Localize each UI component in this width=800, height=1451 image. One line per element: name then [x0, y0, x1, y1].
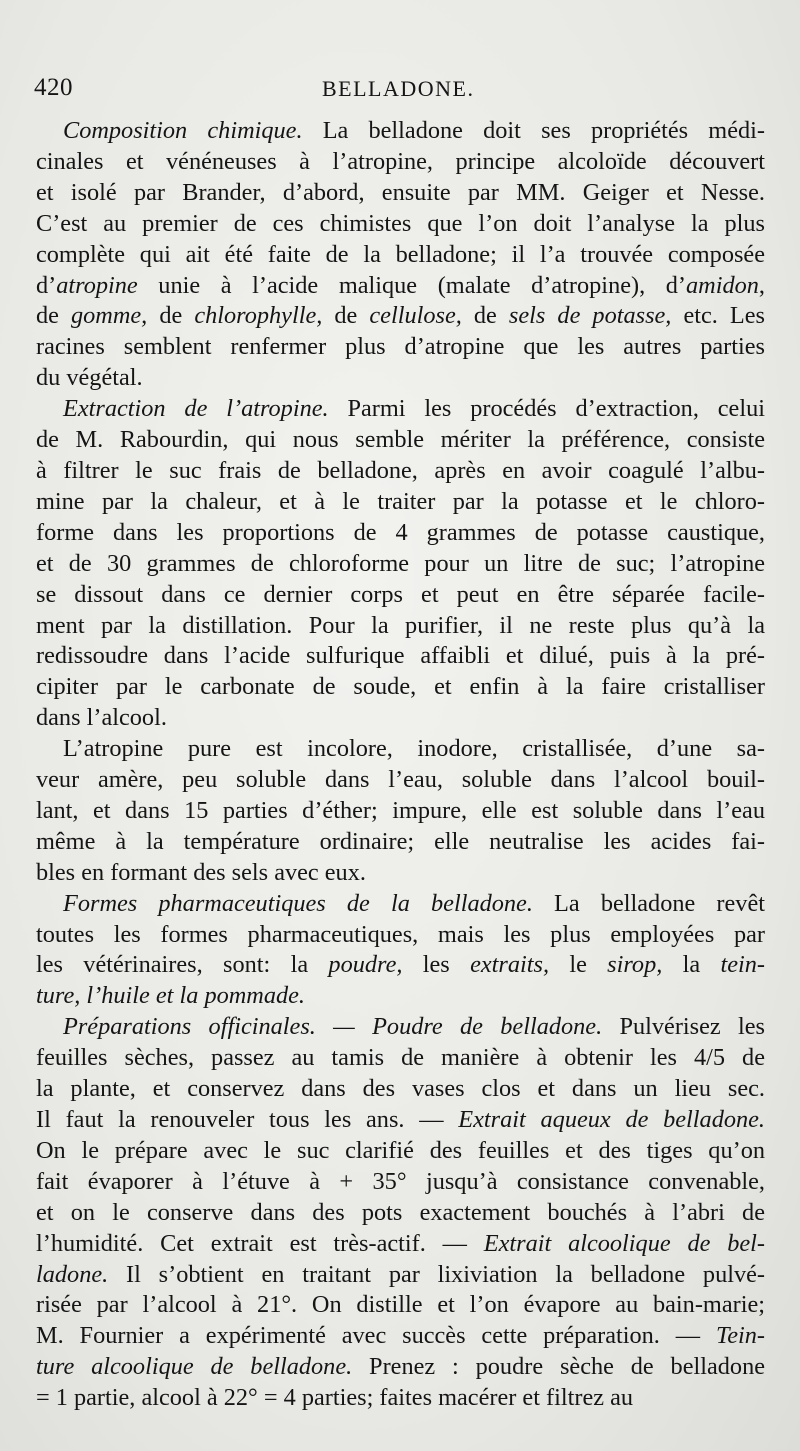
text-run: de: [147, 302, 195, 330]
italic-text: Préparations officinales. — Poudre de belladone.: [63, 1013, 603, 1041]
text-run: cinales et vénéneuses à l’atropine, principe alcoloïde découvert: [36, 147, 765, 175]
text-line: [36, 518, 765, 549]
italic-text: poudre,: [328, 951, 403, 979]
text-run: = 1 partie, alcool à 22° = 4 parties; faites macérer et filtrez au: [36, 1384, 634, 1412]
text-run: Il faut la renouveler tous les ans. —: [36, 1106, 459, 1133]
paragraph: [36, 734, 765, 889]
text-line: [36, 1136, 765, 1167]
text-line: [36, 703, 765, 734]
italic-text: chlorophylle,: [194, 302, 323, 330]
text-run: Prenez : poudre sèche de belladone: [352, 1353, 766, 1381]
text-run: L’atropine pure est incolore, inodore, cristallisée, d’une sa-: [63, 735, 765, 763]
text-line: [36, 672, 765, 703]
text-line: [36, 332, 765, 363]
text-run: et de 30 grammes de chloroforme pour un litre de suc; l’atropine: [36, 549, 765, 577]
text-run: Pulvérisez les: [602, 1013, 765, 1041]
page-number: 420: [34, 74, 73, 101]
italic-text: Tein-: [715, 1322, 765, 1350]
text-run: cipiter par le carbonate de soude, et enfin à la faire cristalliser: [36, 673, 765, 701]
text-line: [36, 1383, 765, 1414]
text-line: [36, 765, 765, 796]
body-text: [36, 116, 765, 1414]
text-run: fait évaporer à l’étuve à + 35° jusqu’à consistance convenable,: [36, 1167, 765, 1195]
text-run: bles en formant des sels avec eux.: [36, 858, 366, 886]
italic-text: Composition chimique.: [63, 117, 303, 144]
text-run: dans l’alcool.: [36, 704, 167, 732]
italic-text: gomme,: [71, 302, 148, 330]
italic-text: extraits,: [470, 951, 550, 979]
text-line: [36, 1198, 765, 1229]
text-run: redissoudre dans l’acide sulfurique affaibli et dilué, puis à la pré-: [36, 642, 765, 670]
text-line: [36, 178, 765, 209]
italic-text: Extrait aqueux de belladone.: [458, 1106, 766, 1133]
italic-text: amidon: [686, 271, 759, 299]
text-run: la: [662, 951, 721, 979]
text-line: [36, 1321, 765, 1352]
text-run: la plante, et conservez dans des vases clos et dans un lieu sec.: [36, 1075, 765, 1103]
text-line: [36, 734, 765, 765]
text-run: ,: [758, 271, 765, 299]
italic-text: ture alcoolique de belladone.: [36, 1353, 353, 1381]
text-run: racines semblent renfermer plus d’atropine que les autres parties: [36, 333, 765, 361]
text-run: et on le conserve dans des pots exactement bouchés à l’abri de: [36, 1198, 765, 1226]
italic-text: ladone.: [36, 1260, 109, 1288]
text-run: les vétérinaires, sont: la: [36, 951, 329, 979]
text-line: [36, 116, 765, 147]
italic-text: tein-: [720, 951, 765, 979]
text-run: etc. Les: [671, 302, 765, 330]
text-line: [36, 1012, 765, 1043]
italic-text: Extraction de l’atropine.: [63, 395, 329, 423]
text-run: La belladone doit ses propriétés médi-: [302, 117, 765, 144]
text-line: [36, 1074, 765, 1105]
text-line: [36, 950, 765, 981]
italic-text: Formes pharmaceutiques de la belladone.: [63, 889, 533, 917]
text-line: [36, 1105, 765, 1136]
text-line: [36, 1260, 765, 1291]
paragraph: [36, 394, 765, 734]
text-line: [36, 301, 765, 332]
text-line: [36, 1167, 765, 1198]
text-run: ment par la distillation. Pour la purifier, il ne reste plus qu’à la: [36, 611, 765, 639]
text-line: [36, 1352, 765, 1383]
text-run: d’: [36, 271, 57, 299]
text-line: [36, 827, 765, 858]
page-header: [34, 74, 762, 114]
text-run: même à la température ordinaire; elle neutralise les acides fai-: [36, 827, 765, 855]
text-run: Parmi les procédés d’extraction, celui: [328, 395, 765, 423]
text-run: C’est au premier de ces chimistes que l’on doit l’analyse la plus: [36, 209, 765, 237]
text-run: veur amère, peu soluble dans l’eau, soluble dans l’alcool bouil-: [36, 766, 765, 794]
text-run: du végétal.: [36, 364, 143, 392]
text-run: et isolé par Brander, d’abord, ensuite par MM. Geiger et Nesse.: [36, 178, 765, 206]
text-run: lant, et dans 15 parties d’éther; impure, elle est soluble dans l’eau: [36, 796, 765, 824]
text-run: unie à l’acide malique (malate d’atropine), d’: [137, 271, 687, 299]
text-run: Il s’obtient en traitant par lixiviation la belladone pulvé-: [108, 1260, 765, 1288]
text-run: se dissout dans ce dernier corps et peut en être séparée facile-: [36, 580, 765, 608]
text-run: M. Fournier a expérimenté avec succès cette préparation. —: [36, 1322, 716, 1350]
text-run: feuilles sèches, passez au tamis de manière à obtenir les 4/5 de: [36, 1044, 765, 1072]
text-line: [36, 1229, 765, 1260]
text-run: de: [36, 302, 71, 330]
text-line: [36, 858, 765, 889]
text-line: [36, 209, 765, 240]
text-run: On le prépare avec le suc clarifié des feuilles et des tiges qu’on: [36, 1136, 765, 1164]
text-run: mine par la chaleur, et à le traiter par la potasse et le chloro-: [36, 487, 765, 515]
text-line: [36, 271, 765, 302]
italic-text: ture, l’huile et la pommade.: [36, 982, 306, 1010]
text-line: [36, 611, 765, 642]
text-line: [36, 240, 765, 271]
paragraph: [36, 116, 765, 394]
paragraph: [36, 889, 765, 1013]
text-run: de: [322, 302, 370, 330]
text-line: [36, 796, 765, 827]
italic-text: atropine: [56, 271, 138, 299]
text-line: [36, 889, 765, 920]
italic-text: sels de potasse,: [508, 302, 672, 330]
text-line: [36, 394, 765, 425]
text-run: forme dans les proportions de 4 grammes de potasse caustique,: [36, 518, 765, 546]
text-line: [36, 1290, 765, 1321]
text-line: [36, 147, 765, 178]
paragraph: [36, 1012, 765, 1414]
text-run: de: [461, 302, 509, 330]
running-title: BELLADONE.: [322, 76, 475, 101]
text-line: [36, 363, 765, 394]
italic-text: Extrait alcoolique de bel-: [483, 1229, 765, 1257]
text-line: [36, 580, 765, 611]
text-run: toutes les formes pharmaceutiques, mais les plus employées par: [36, 920, 765, 948]
text-run: risée par l’alcool à 21°. On distille et l’on évapore au bain-marie;: [36, 1291, 765, 1319]
text-line: [36, 549, 765, 580]
text-run: La belladone revêt: [532, 889, 765, 917]
text-run: le: [549, 951, 608, 979]
text-run: complète qui ait été faite de la belladone; il l’a trouvée composée: [36, 240, 765, 268]
text-line: [36, 1043, 765, 1074]
text-line: [36, 487, 765, 518]
text-line: [36, 425, 765, 456]
text-line: [36, 456, 765, 487]
italic-text: sirop,: [607, 951, 663, 979]
italic-text: cellulose,: [369, 302, 462, 330]
text-line: [36, 981, 765, 1012]
text-run: les: [402, 951, 471, 979]
text-line: [36, 641, 765, 672]
text-line: [36, 920, 765, 951]
text-run: l’humidité. Cet extrait est très-actif. —: [36, 1229, 484, 1257]
text-run: de M. Rabourdin, qui nous semble mériter la préférence, consiste: [36, 426, 765, 454]
text-run: à filtrer le suc frais de belladone, après en avoir coagulé l’albu-: [36, 456, 765, 484]
